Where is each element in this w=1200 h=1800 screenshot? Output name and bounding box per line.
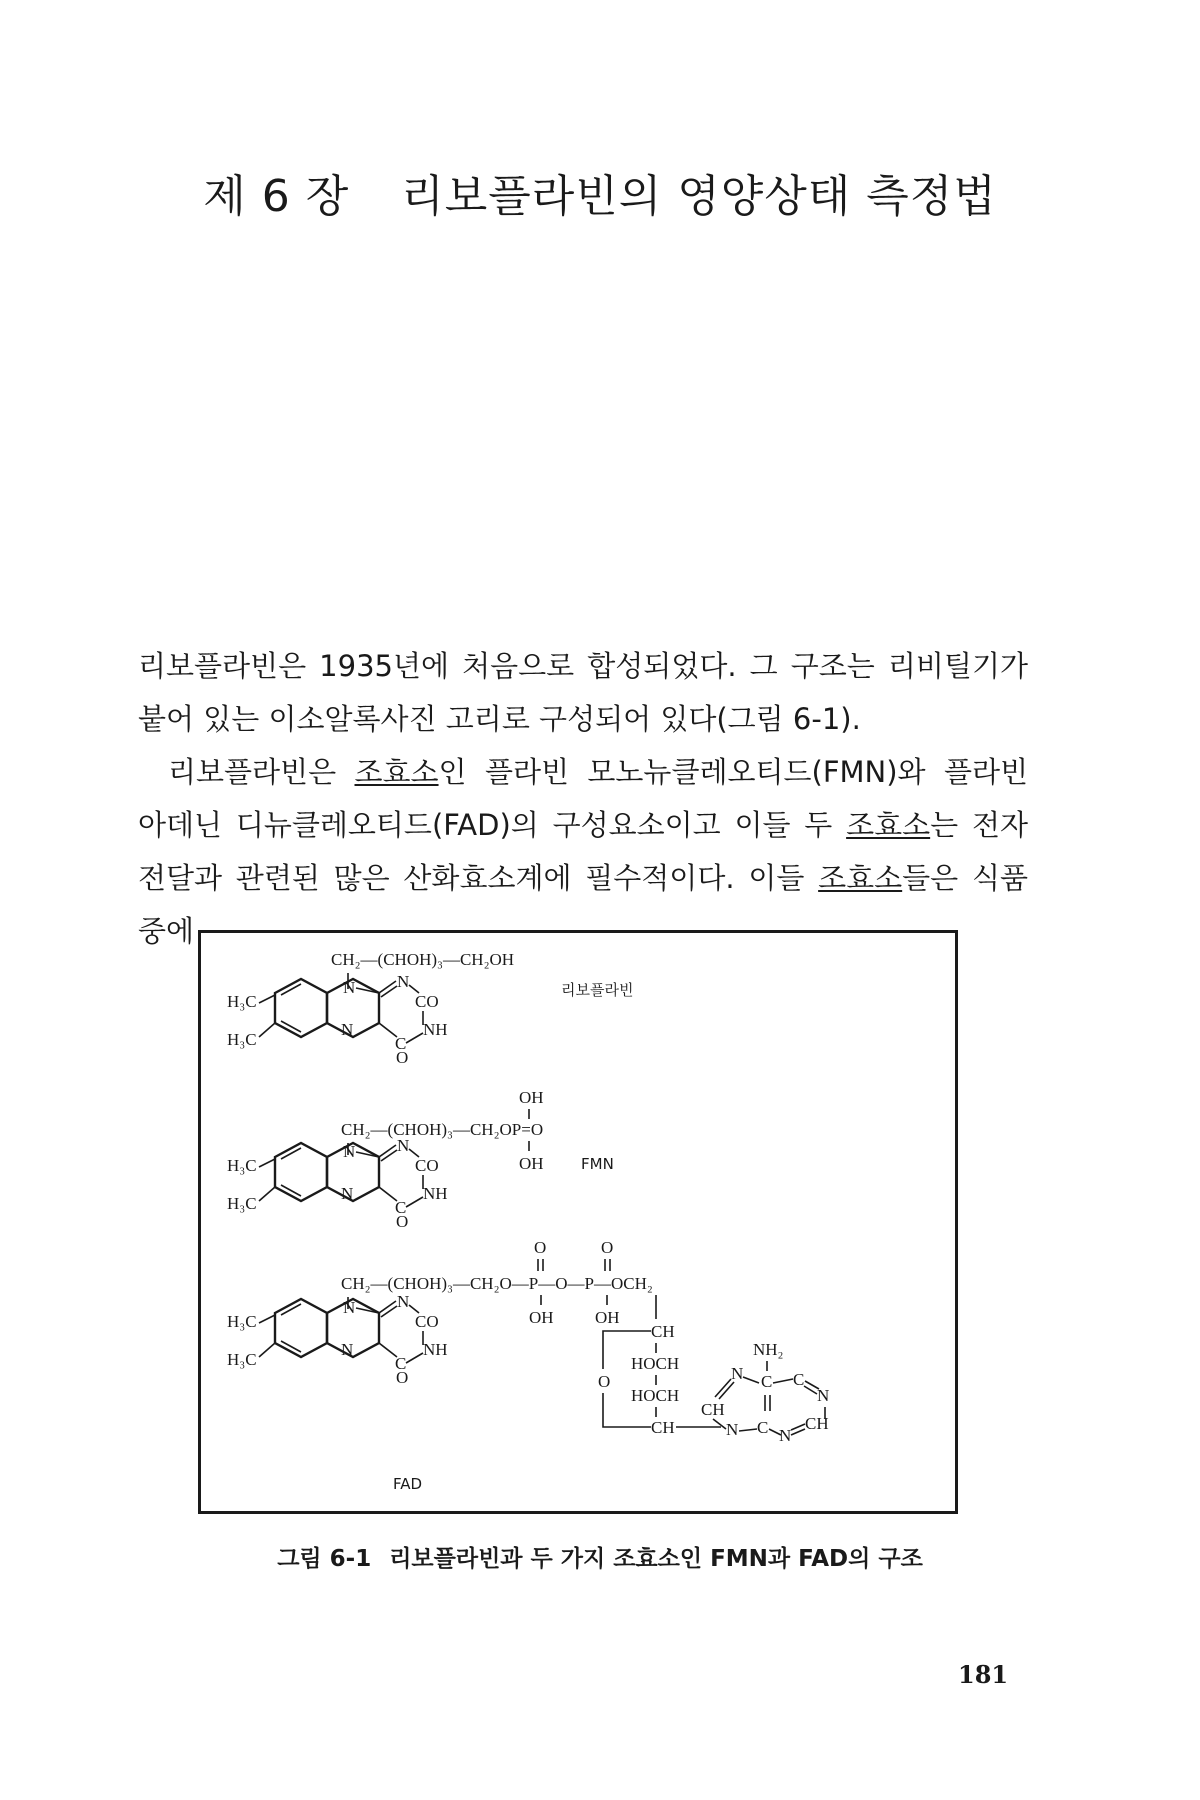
- fad-phosphate1-oh: OH: [529, 1308, 554, 1327]
- fmn-methyl-bottom: H₃C: [227, 1194, 257, 1213]
- page-number: 181: [958, 1660, 1009, 1689]
- paragraph-2: [138, 746, 1028, 958]
- chapter-number: 제 6 장: [203, 171, 350, 222]
- fmn-n-1: N: [397, 1136, 410, 1155]
- adenine-nh2: NH₂: [753, 1340, 784, 1359]
- fmn-phosphate-oh-top: OH: [519, 1088, 544, 1107]
- p2-text-c: 는 전자전달과 관련된 많은 산화효소계에 필수적이다. 이들: [138, 808, 1028, 895]
- paragraph-1: 리보플라빈은 1935년에 처음으로 합성되었다. 그 구조는 리비틸기가 붙어 있는 이소알록사진 고리로 구성되어 있다(그림 6-1).: [138, 649, 1028, 736]
- fad-side-chain: CH₂—(CHOH)₃—CH₂O—P—O—P—OCH₂: [341, 1274, 653, 1293]
- fad-n-10: N: [343, 1298, 356, 1317]
- adenine-n9: N: [726, 1420, 739, 1439]
- fmn-phosphate-oh-bottom: OH: [519, 1154, 544, 1173]
- caption-number: 그림 6-1: [277, 1546, 372, 1572]
- ribose-hoch-2: HOCH: [631, 1386, 680, 1405]
- fmn-structure: [227, 1088, 614, 1231]
- body-text: [138, 640, 1028, 958]
- p2-underlined-1: 조효소: [354, 755, 439, 789]
- fad-phosphate2-oh: OH: [595, 1308, 620, 1327]
- fad-phosphate1-o: O: [534, 1238, 547, 1257]
- methyl-bottom: H₃C: [227, 1030, 257, 1049]
- n-5: N: [341, 1020, 354, 1039]
- methyl-top: H₃C: [227, 992, 257, 1011]
- riboflavin-structure: [227, 950, 633, 1067]
- label-fad: FAD: [393, 1475, 423, 1493]
- carbonyl-co: CO: [415, 992, 439, 1011]
- p2-text-a: 리보플라빈은: [168, 755, 355, 789]
- fad-structure: [227, 1238, 829, 1493]
- imide-nh: NH: [423, 1020, 448, 1039]
- p2-underlined-3: 조효소: [818, 861, 903, 895]
- p2-text-b: 인 플라빈 모노뉴클레오티드(FMN)와 플라빈 아데닌 디뉴클레오티드(FAD)의 구성요소이고 이들 두: [138, 755, 1028, 842]
- carbonyl-c: C: [395, 1034, 407, 1053]
- adenine-n1: N: [731, 1364, 744, 1383]
- adenine-n3: N: [779, 1426, 792, 1445]
- fmn-n-10: N: [343, 1142, 356, 1161]
- p2-underlined-2: 조효소: [846, 808, 931, 842]
- carbonyl-o: O: [396, 1048, 409, 1067]
- fad-carbonyl-o: O: [396, 1368, 409, 1387]
- adenine-c6: C: [761, 1372, 773, 1391]
- fmn-methyl-top: H₃C: [227, 1156, 257, 1175]
- ribose-ch-1: CH: [651, 1322, 675, 1341]
- adenine-c8: CH: [805, 1414, 829, 1433]
- adenine-n7: N: [817, 1386, 830, 1405]
- fad-phosphate2-o: O: [601, 1238, 614, 1257]
- ribose-ring-o: O: [598, 1372, 611, 1391]
- fmn-carbonyl-c: C: [395, 1198, 407, 1217]
- fad-carbonyl-co: CO: [415, 1312, 439, 1331]
- label-riboflavin: 리보플라빈: [561, 981, 634, 999]
- figure-caption: [0, 1540, 1200, 1573]
- n-10: N: [343, 978, 356, 997]
- ribose-ch-2: CH: [651, 1418, 675, 1437]
- fad-imide-nh: NH: [423, 1340, 448, 1359]
- caption-text: 리보플라빈과 두 가지 조효소인 FMN과 FAD의 구조: [389, 1546, 923, 1572]
- chapter-title: [0, 160, 1200, 224]
- adenine-c4: C: [757, 1418, 769, 1437]
- fmn-side-chain: CH₂—(CHOH)₃—CH₂OP=O: [341, 1120, 544, 1139]
- riboflavin-side-chain: CH₂—(CHOH)₃—CH₂OH: [331, 950, 515, 969]
- fad-methyl-bottom: H₃C: [227, 1350, 257, 1369]
- fmn-carbonyl-o: O: [396, 1212, 409, 1231]
- fad-n-1: N: [397, 1292, 410, 1311]
- chapter-title-text: 리보플라빈의 영양상태 측정법: [401, 171, 997, 222]
- p2-text-d: 들은 식품 중에: [138, 861, 1028, 948]
- n-1: N: [397, 972, 410, 991]
- structures-diagram: [201, 933, 961, 1517]
- adenine-c5: C: [793, 1370, 805, 1389]
- fmn-imide-nh: NH: [423, 1184, 448, 1203]
- fmn-n-5: N: [341, 1184, 354, 1203]
- fad-methyl-top: H₃C: [227, 1312, 257, 1331]
- fad-n-5: N: [341, 1340, 354, 1359]
- figure-structures: [198, 930, 958, 1514]
- fmn-carbonyl-co: CO: [415, 1156, 439, 1175]
- label-fmn: FMN: [581, 1155, 614, 1173]
- fad-carbonyl-c: C: [395, 1354, 407, 1373]
- adenine-c2: CH: [701, 1400, 725, 1419]
- ribose-hoch-1: HOCH: [631, 1354, 680, 1373]
